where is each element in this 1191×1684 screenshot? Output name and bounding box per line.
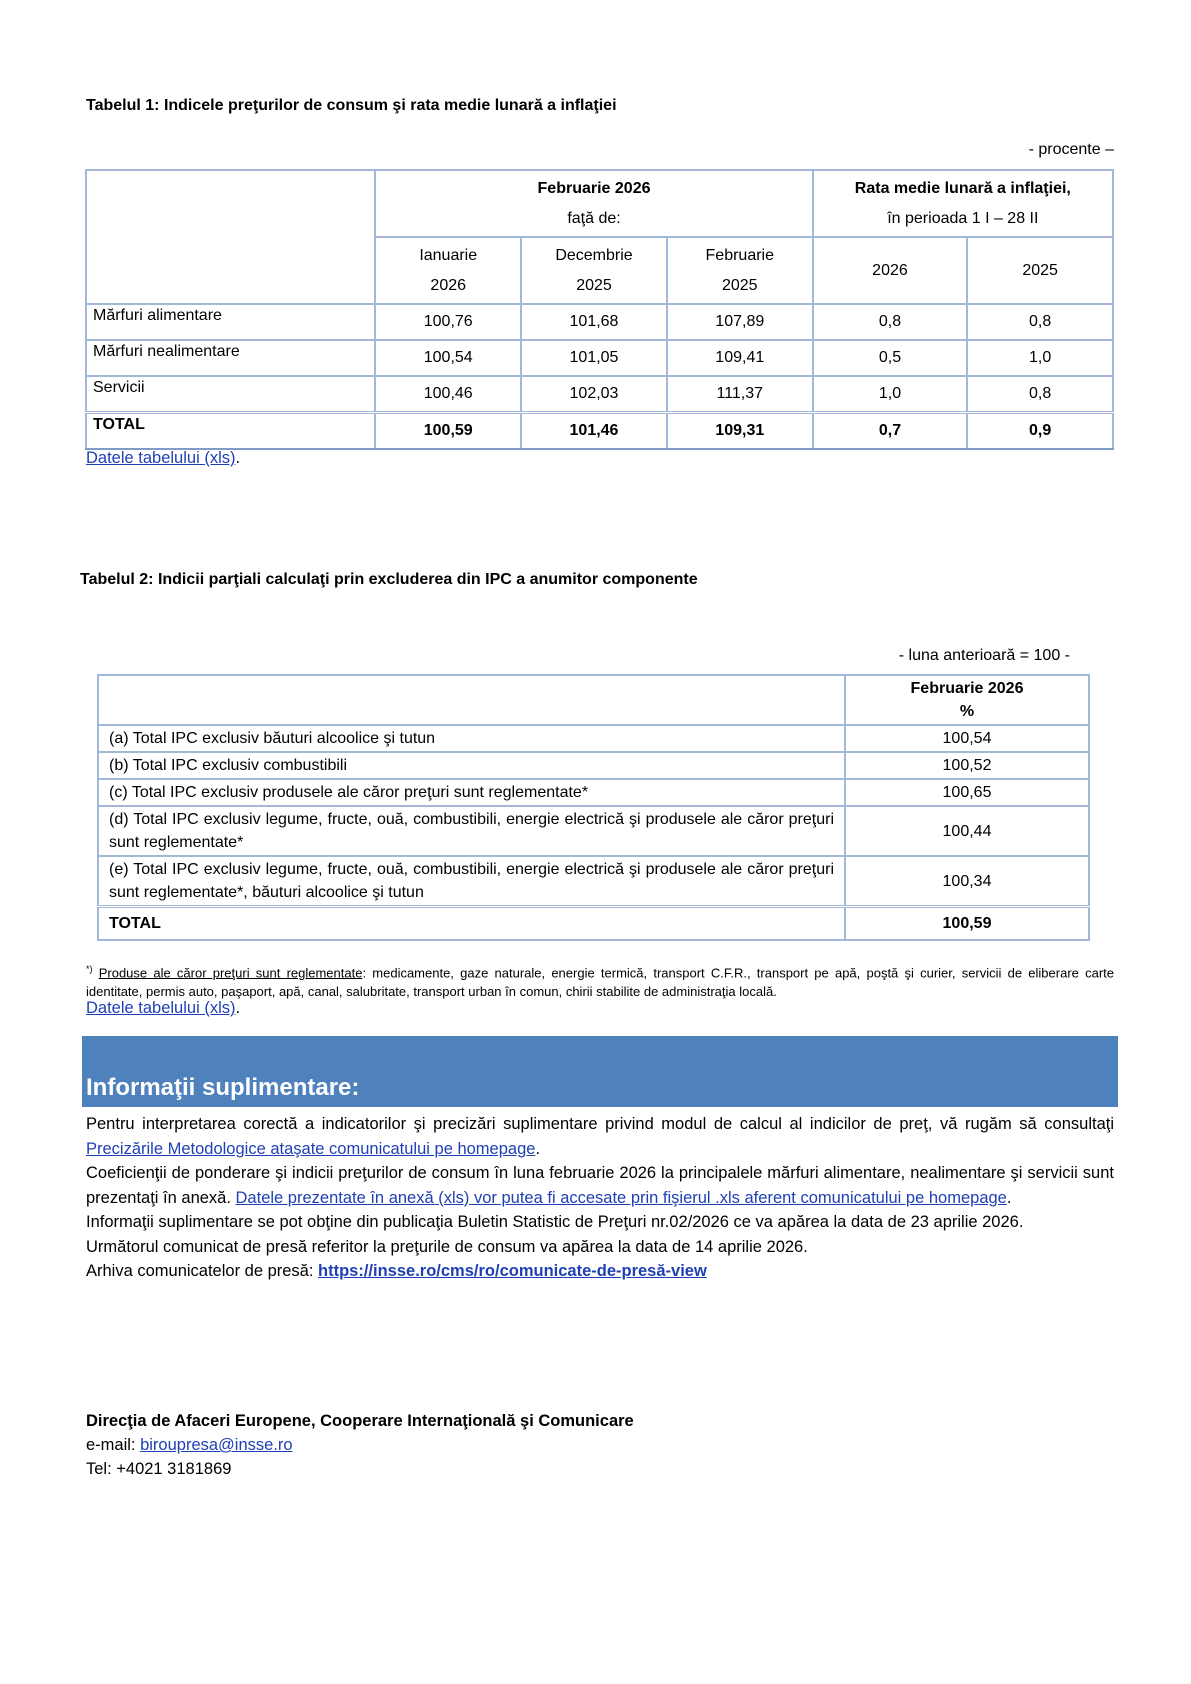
table-cell: 1,0 xyxy=(967,340,1113,376)
table1-col-header: 2025 xyxy=(967,237,1113,304)
info-title: Informaţii suplimentare: xyxy=(86,1074,360,1101)
table2-data-link-wrap: Datele tabelului (xls). xyxy=(86,999,241,1017)
table-row xyxy=(98,806,1089,856)
table1 xyxy=(85,169,1114,450)
methodology-link[interactable]: Precizările Metodologice ataşate comunicatului pe homepage xyxy=(86,1139,536,1158)
table-cell: 0,8 xyxy=(813,304,968,340)
table-cell: 101,68 xyxy=(521,304,667,340)
table1-unit: - procente – xyxy=(1028,141,1114,158)
table-cell: 100,54 xyxy=(845,725,1089,752)
table-cell: 109,31 xyxy=(667,413,813,450)
table-cell: 102,03 xyxy=(521,376,667,413)
contact-phone: Tel: +4021 3181869 xyxy=(86,1460,232,1478)
press-archive-link[interactable]: https://insse.ro/cms/ro/comunicate-de-presă-view xyxy=(318,1262,707,1280)
table-cell: 100,46 xyxy=(375,376,521,413)
table1-data-link[interactable]: Datele tabelului (xls) xyxy=(86,449,236,467)
table-cell: 0,9 xyxy=(967,413,1113,450)
table-row xyxy=(98,856,1089,907)
table-cell: 100,52 xyxy=(845,752,1089,779)
table-row xyxy=(98,725,1089,752)
table1-data-link-wrap: Datele tabelului (xls). xyxy=(86,449,241,467)
info-paragraph: Arhiva comunicatelor de presă: https://insse.ro/cms/ro/comunicate-de-presă-view xyxy=(86,1262,707,1280)
table-cell: 100,34 xyxy=(845,856,1089,907)
table-cell: 100,59 xyxy=(845,907,1089,940)
table-row xyxy=(86,340,1113,376)
table2-col-header: Februarie 2026 % xyxy=(845,675,1089,725)
info-paragraph: Următorul comunicat de presă referitor la preţurile de consum va apărea la data de 14 aprilie 2026. xyxy=(86,1237,808,1256)
table-total-row xyxy=(98,907,1089,940)
table-cell: 100,59 xyxy=(375,413,521,450)
annex-data-link[interactable]: Datele prezentate în anexă (xls) vor putea fi accesate prin fişierul .xls aferent comunicatului pe homepage xyxy=(235,1188,1007,1207)
table1-group2-header: Rata medie lunară a inflaţiei, în perioada 1 I – 28 II xyxy=(813,170,1113,237)
table-cell: 111,37 xyxy=(667,376,813,413)
table-cell: 0,8 xyxy=(967,304,1113,340)
table2-title: Tabelul 2: Indicii parţiali calculaţi prin excluderea din IPC a anumitor componente xyxy=(80,571,698,588)
table1-col-header: Decembrie 2025 xyxy=(521,237,667,304)
table1-col-header: Februarie 2025 xyxy=(667,237,813,304)
table-row xyxy=(98,779,1089,806)
table2-corner xyxy=(98,675,845,725)
row-label: TOTAL xyxy=(98,907,845,940)
row-label: Servicii xyxy=(86,376,375,413)
contact-department: Direcţia de Afaceri Europene, Cooperare Internaţională şi Comunicare xyxy=(86,1412,634,1430)
table1-corner xyxy=(86,170,375,304)
info-paragraph: Informaţii suplimentare se pot obţine din publicaţia Buletin Statistic de Preţuri nr.02/2026 ce va apărea la data de 23 aprilie 2026. xyxy=(86,1213,1024,1231)
row-label: TOTAL xyxy=(86,413,375,450)
table-cell: 100,65 xyxy=(845,779,1089,806)
row-label: (a) Total IPC exclusiv băuturi alcoolice şi tutun xyxy=(98,725,845,752)
table2-data-link[interactable]: Datele tabelului (xls) xyxy=(86,999,236,1017)
contact-block xyxy=(86,1409,634,1481)
table-cell: 100,76 xyxy=(375,304,521,340)
table1-title: Tabelul 1: Indicele preţurilor de consum şi rata medie lunară a inflaţiei xyxy=(86,97,617,114)
row-label: (d) Total IPC exclusiv legume, fructe, ouă, combustibili, energie electrică şi produsele ale căror preţuri sunt reglementate* xyxy=(98,806,845,856)
table-cell: 109,41 xyxy=(667,340,813,376)
email-link[interactable]: biroupresa@insse.ro xyxy=(140,1436,293,1454)
table-total-row xyxy=(86,413,1113,450)
row-label: (e) Total IPC exclusiv legume, fructe, ouă, combustibili, energie electrică şi produsele ale căror preţuri sunt reglementate*, băuturi alcoolice şi tutun xyxy=(98,856,845,907)
row-label: Mărfuri nealimentare xyxy=(86,340,375,376)
table-cell: 1,0 xyxy=(813,376,968,413)
table2-footnote: *) Produse ale căror preţuri sunt reglementate: medicamente, gaze naturale, energie termică, transport C.F.R., transport pe apă, poştă şi curier, servicii de eliberare carte identitate, permis auto, paşaport, apă, canal, salubritate, transport urban în comun, chirii stabilite de administraţia locală. xyxy=(86,964,1114,1000)
table-cell: 100,54 xyxy=(375,340,521,376)
info-paragraph: Pentru interpretarea corectă a indicatorilor şi precizări suplimentare privind modul de calcul al indicilor de preţ, vă rugăm să consultaţi Precizările Metodologice ataşate comunicatului pe homepage. xyxy=(86,1115,1114,1158)
table-cell: 0,8 xyxy=(967,376,1113,413)
table-cell: 100,44 xyxy=(845,806,1089,856)
table-cell: 0,5 xyxy=(813,340,968,376)
table2 xyxy=(97,674,1090,941)
table-cell: 107,89 xyxy=(667,304,813,340)
table-cell: 101,05 xyxy=(521,340,667,376)
contact-email-line: e-mail: biroupresa@insse.ro xyxy=(86,1436,293,1454)
row-label: (c) Total IPC exclusiv produsele ale căror preţuri sunt reglementate* xyxy=(98,779,845,806)
table-row xyxy=(86,304,1113,340)
table1-group1-header: Februarie 2026 faţă de: xyxy=(375,170,812,237)
table1-col-header: 2026 xyxy=(813,237,968,304)
info-body xyxy=(86,1112,1114,1284)
table-cell: 0,7 xyxy=(813,413,968,450)
table2-unit: - luna anterioară = 100 - xyxy=(898,647,1070,664)
table-row xyxy=(86,376,1113,413)
row-label: (b) Total IPC exclusiv combustibili xyxy=(98,752,845,779)
table-cell: 101,46 xyxy=(521,413,667,450)
table-row xyxy=(98,752,1089,779)
info-paragraph: Coeficienţii de ponderare şi indicii preţurilor de consum în luna februarie 2026 la principalele mărfuri alimentare, nealimentare şi servicii sunt prezentaţi în anexă. Datele prezentate în anexă (xls) vor putea fi accesate prin fişierul .xls aferent comunicatului pe homepage. xyxy=(86,1164,1114,1207)
table1-col-header: Ianuarie 2026 xyxy=(375,237,521,304)
row-label: Mărfuri alimentare xyxy=(86,304,375,340)
